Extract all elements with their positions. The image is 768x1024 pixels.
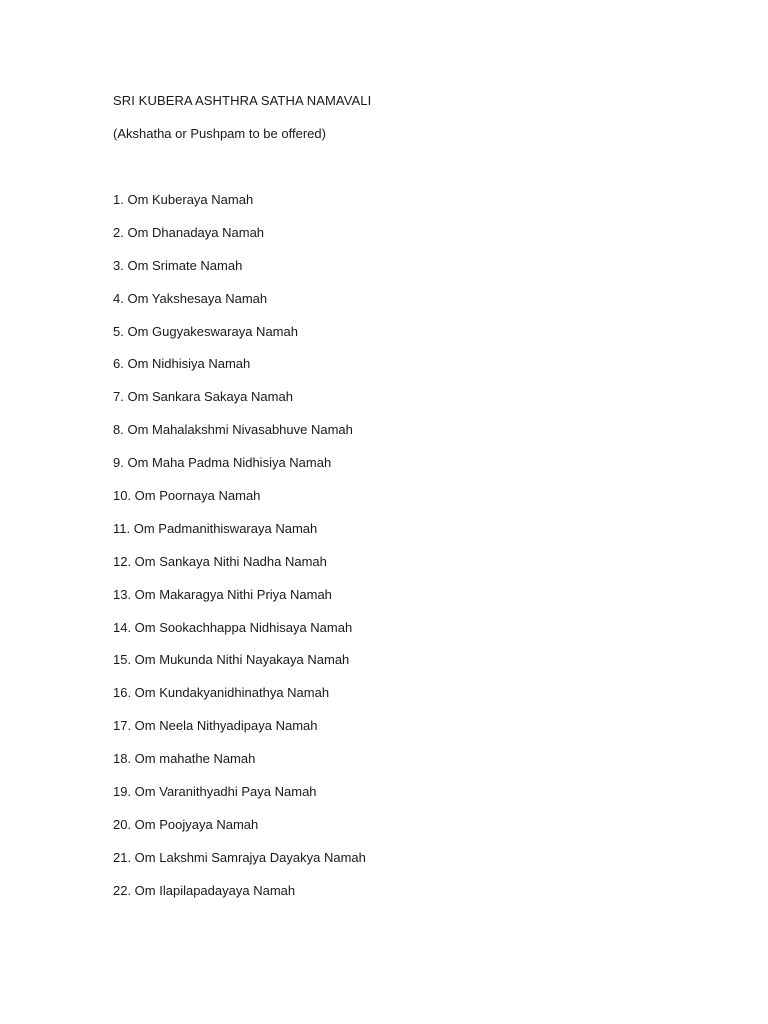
list-item: 4. Om Yakshesaya Namah bbox=[113, 290, 268, 306]
page-title: SRI KUBERA ASHTHRA SATHA NAMAVALI bbox=[113, 93, 372, 108]
list-item: 13. Om Makaragya Nithi Priya Namah bbox=[113, 586, 332, 602]
page-subtitle: (Akshatha or Pushpam to be offered) bbox=[113, 126, 326, 141]
list-item: 21. Om Lakshmi Samrajya Dayakya Namah bbox=[113, 849, 366, 865]
list-item: 16. Om Kundakyanidhinathya Namah bbox=[113, 685, 330, 701]
list-item: 11. Om Padmanithiswaraya Namah bbox=[113, 520, 318, 536]
list-item: 2. Om Dhanadaya Namah bbox=[113, 224, 265, 240]
list-item: 3. Om Srimate Namah bbox=[113, 257, 243, 273]
list-item: 20. Om Poojyaya Namah bbox=[113, 816, 259, 832]
list-item: 8. Om Mahalakshmi Nivasabhuve Namah bbox=[113, 422, 353, 438]
list-item: 22. Om Ilapilapadayaya Namah bbox=[113, 882, 296, 898]
list-item: 14. Om Sookachhappa Nidhisaya Namah bbox=[113, 619, 353, 635]
list-item: 17. Om Neela Nithyadipaya Namah bbox=[113, 718, 318, 734]
list-item: 1. Om Kuberaya Namah bbox=[113, 192, 254, 207]
namavali-list bbox=[113, 192, 366, 916]
list-item: 7. Om Sankara Sakaya Namah bbox=[113, 389, 293, 405]
list-item: 18. Om mahathe Namah bbox=[113, 751, 256, 767]
list-item: 6. Om Nidhisiya Namah bbox=[113, 356, 251, 372]
list-item: 9. Om Maha Padma Nidhisiya Namah bbox=[113, 455, 332, 471]
list-item: 10. Om Poornaya Namah bbox=[113, 488, 261, 504]
list-item: 12. Om Sankaya Nithi Nadha Namah bbox=[113, 553, 327, 569]
list-item: 5. Om Gugyakeswaraya Namah bbox=[113, 323, 298, 339]
list-item: 19. Om Varanithyadhi Paya Namah bbox=[113, 784, 317, 800]
list-item: 15. Om Mukunda Nithi Nayakaya Namah bbox=[113, 652, 350, 668]
